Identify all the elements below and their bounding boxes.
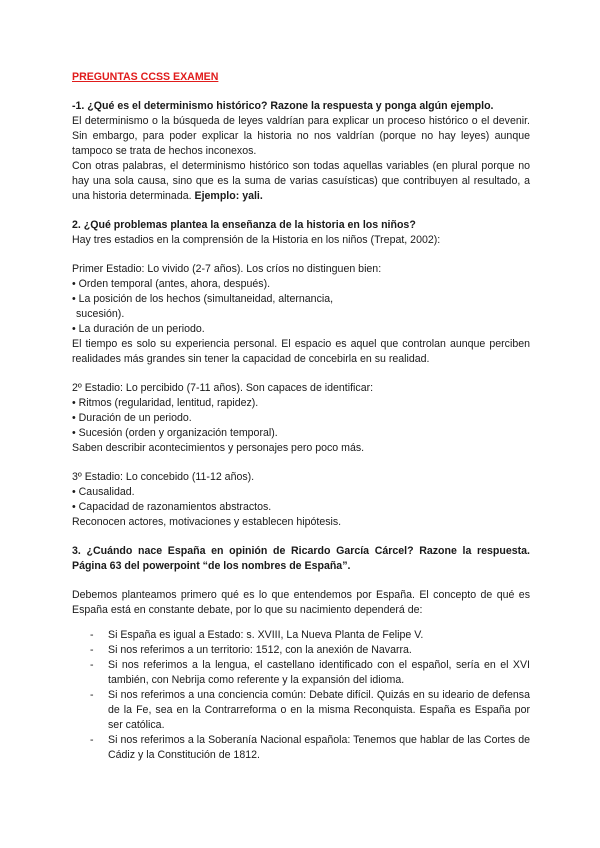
stage-2-item: • Sucesión (orden y organización temporal).	[72, 426, 530, 441]
question-3-heading: 3. ¿Cuándo nace España en opinión de Ricardo García Cárcel? Razone la respuesta. Página 63 del powerpoint “de los nombres de España”.	[72, 545, 530, 572]
dash-marker: -	[90, 689, 94, 701]
spacer	[72, 248, 530, 262]
stage-1-item: • Orden temporal (antes, ahora, después).	[72, 277, 530, 292]
dash-marker: -	[90, 629, 94, 641]
spacer	[72, 574, 530, 588]
question-2-intro: Hay tres estadios en la comprensión de la Historia en los niños (Trepat, 2002):	[72, 234, 441, 246]
stage-1-item: • La duración de un periodo.	[72, 322, 530, 337]
question-1-heading: -1. ¿Qué es el determinismo histórico? Razone la respuesta y ponga algún ejemplo.	[72, 100, 494, 112]
dash-marker: -	[90, 734, 94, 746]
dash-marker: -	[90, 644, 94, 656]
stage-2-title: 2º Estadio: Lo percibido (7-11 años). Son capaces de identificar:	[72, 382, 374, 394]
stage-2-note: Saben describir acontecimientos y personajes pero poco más.	[72, 442, 365, 454]
question-1-paragraph-1: El determinismo o la búsqueda de leyes valdrían para explicar un proceso histórico o el devenir. Sin embargo, para poder explicar la historia no nos valdrían (porque no hay leyes) aunque tampoco se trata de hechos inconexos.	[72, 115, 530, 157]
stage-1-title: Primer Estadio: Lo vivido (2-7 años). Los críos no distinguen bien:	[72, 263, 382, 275]
list-item	[72, 688, 530, 733]
list-item-text: Si nos referimos a la Soberanía Nacional española: Tenemos que hablar de las Cortes de Cádiz y la Constitución de 1812.	[108, 734, 530, 761]
list-item-text: Si España es igual a Estado: s. XVIII, La Nueva Planta de Felipe V.	[108, 629, 424, 641]
spacer	[72, 618, 530, 628]
stage-1-item: • La posición de los hechos (simultaneidad, alternancia,	[72, 292, 530, 307]
question-1-paragraph-2-text: Con otras palabras, el determinismo histórico son todas aquellas variables (en plural porque no hay una sola causa, sino que es la suma de varias casuísticas) que contribuyen al resultado, a una historia determinada.	[72, 160, 530, 202]
spacer	[72, 204, 530, 218]
stage-3-note: Reconocen actores, motivaciones y establecen hipótesis.	[72, 516, 342, 528]
question-3-intro: Debemos planteamos primero qué es lo que entendemos por España. El concepto de qué es España está en constante debate, por lo que su nacimiento dependerá de:	[72, 589, 530, 616]
list-item	[72, 733, 530, 763]
list-item-text: Si nos referimos a una conciencia común: Debate difícil. Quizás en su ideario de defensa de la Fe, sea en la Contrarreforma o en la misma Reconquista. España es España por ser católica.	[108, 689, 530, 731]
stage-2-item: • Duración de un periodo.	[72, 411, 530, 426]
question-2-heading: 2. ¿Qué problemas plantea la enseñanza de la historia en los niños?	[72, 219, 416, 231]
stage-2-item: • Ritmos (regularidad, lentitud, rapidez).	[72, 396, 530, 411]
list-item-text: Si nos referimos a la lengua, el castellano identificado con el español, sería en el XVI también, con Nebrija como referente y la expansión del idioma.	[108, 659, 530, 686]
list-item	[72, 658, 530, 688]
list-item	[72, 643, 530, 658]
list-item	[72, 628, 530, 643]
stage-3-title: 3º Estadio: Lo concebido (11-12 años).	[72, 471, 255, 483]
document-body	[72, 70, 530, 763]
list-item-text: Si nos referimos a un territorio: 1512, con la anexión de Navarra.	[108, 644, 412, 656]
stage-3-item: • Causalidad.	[72, 485, 530, 500]
stage-1-note: El tiempo es solo su experiencia personal. El espacio es aquel que controlan aunque perciben realidades más grandes sin tener la capacidad de concebirla en su realidad.	[72, 338, 530, 365]
dash-marker: -	[90, 659, 94, 671]
document-title: PREGUNTAS CCSS EXAMEN	[72, 71, 219, 83]
spacer	[72, 530, 530, 544]
stage-1-item-continuation: sucesión).	[76, 308, 125, 320]
question-1-paragraph-2	[72, 159, 530, 204]
spacer	[72, 456, 530, 470]
stage-3-item: • Capacidad de razonamientos abstractos.	[72, 500, 530, 515]
question-1-example: Ejemplo: yali.	[194, 190, 263, 202]
spacer	[72, 367, 530, 381]
question-3-list	[72, 628, 530, 763]
